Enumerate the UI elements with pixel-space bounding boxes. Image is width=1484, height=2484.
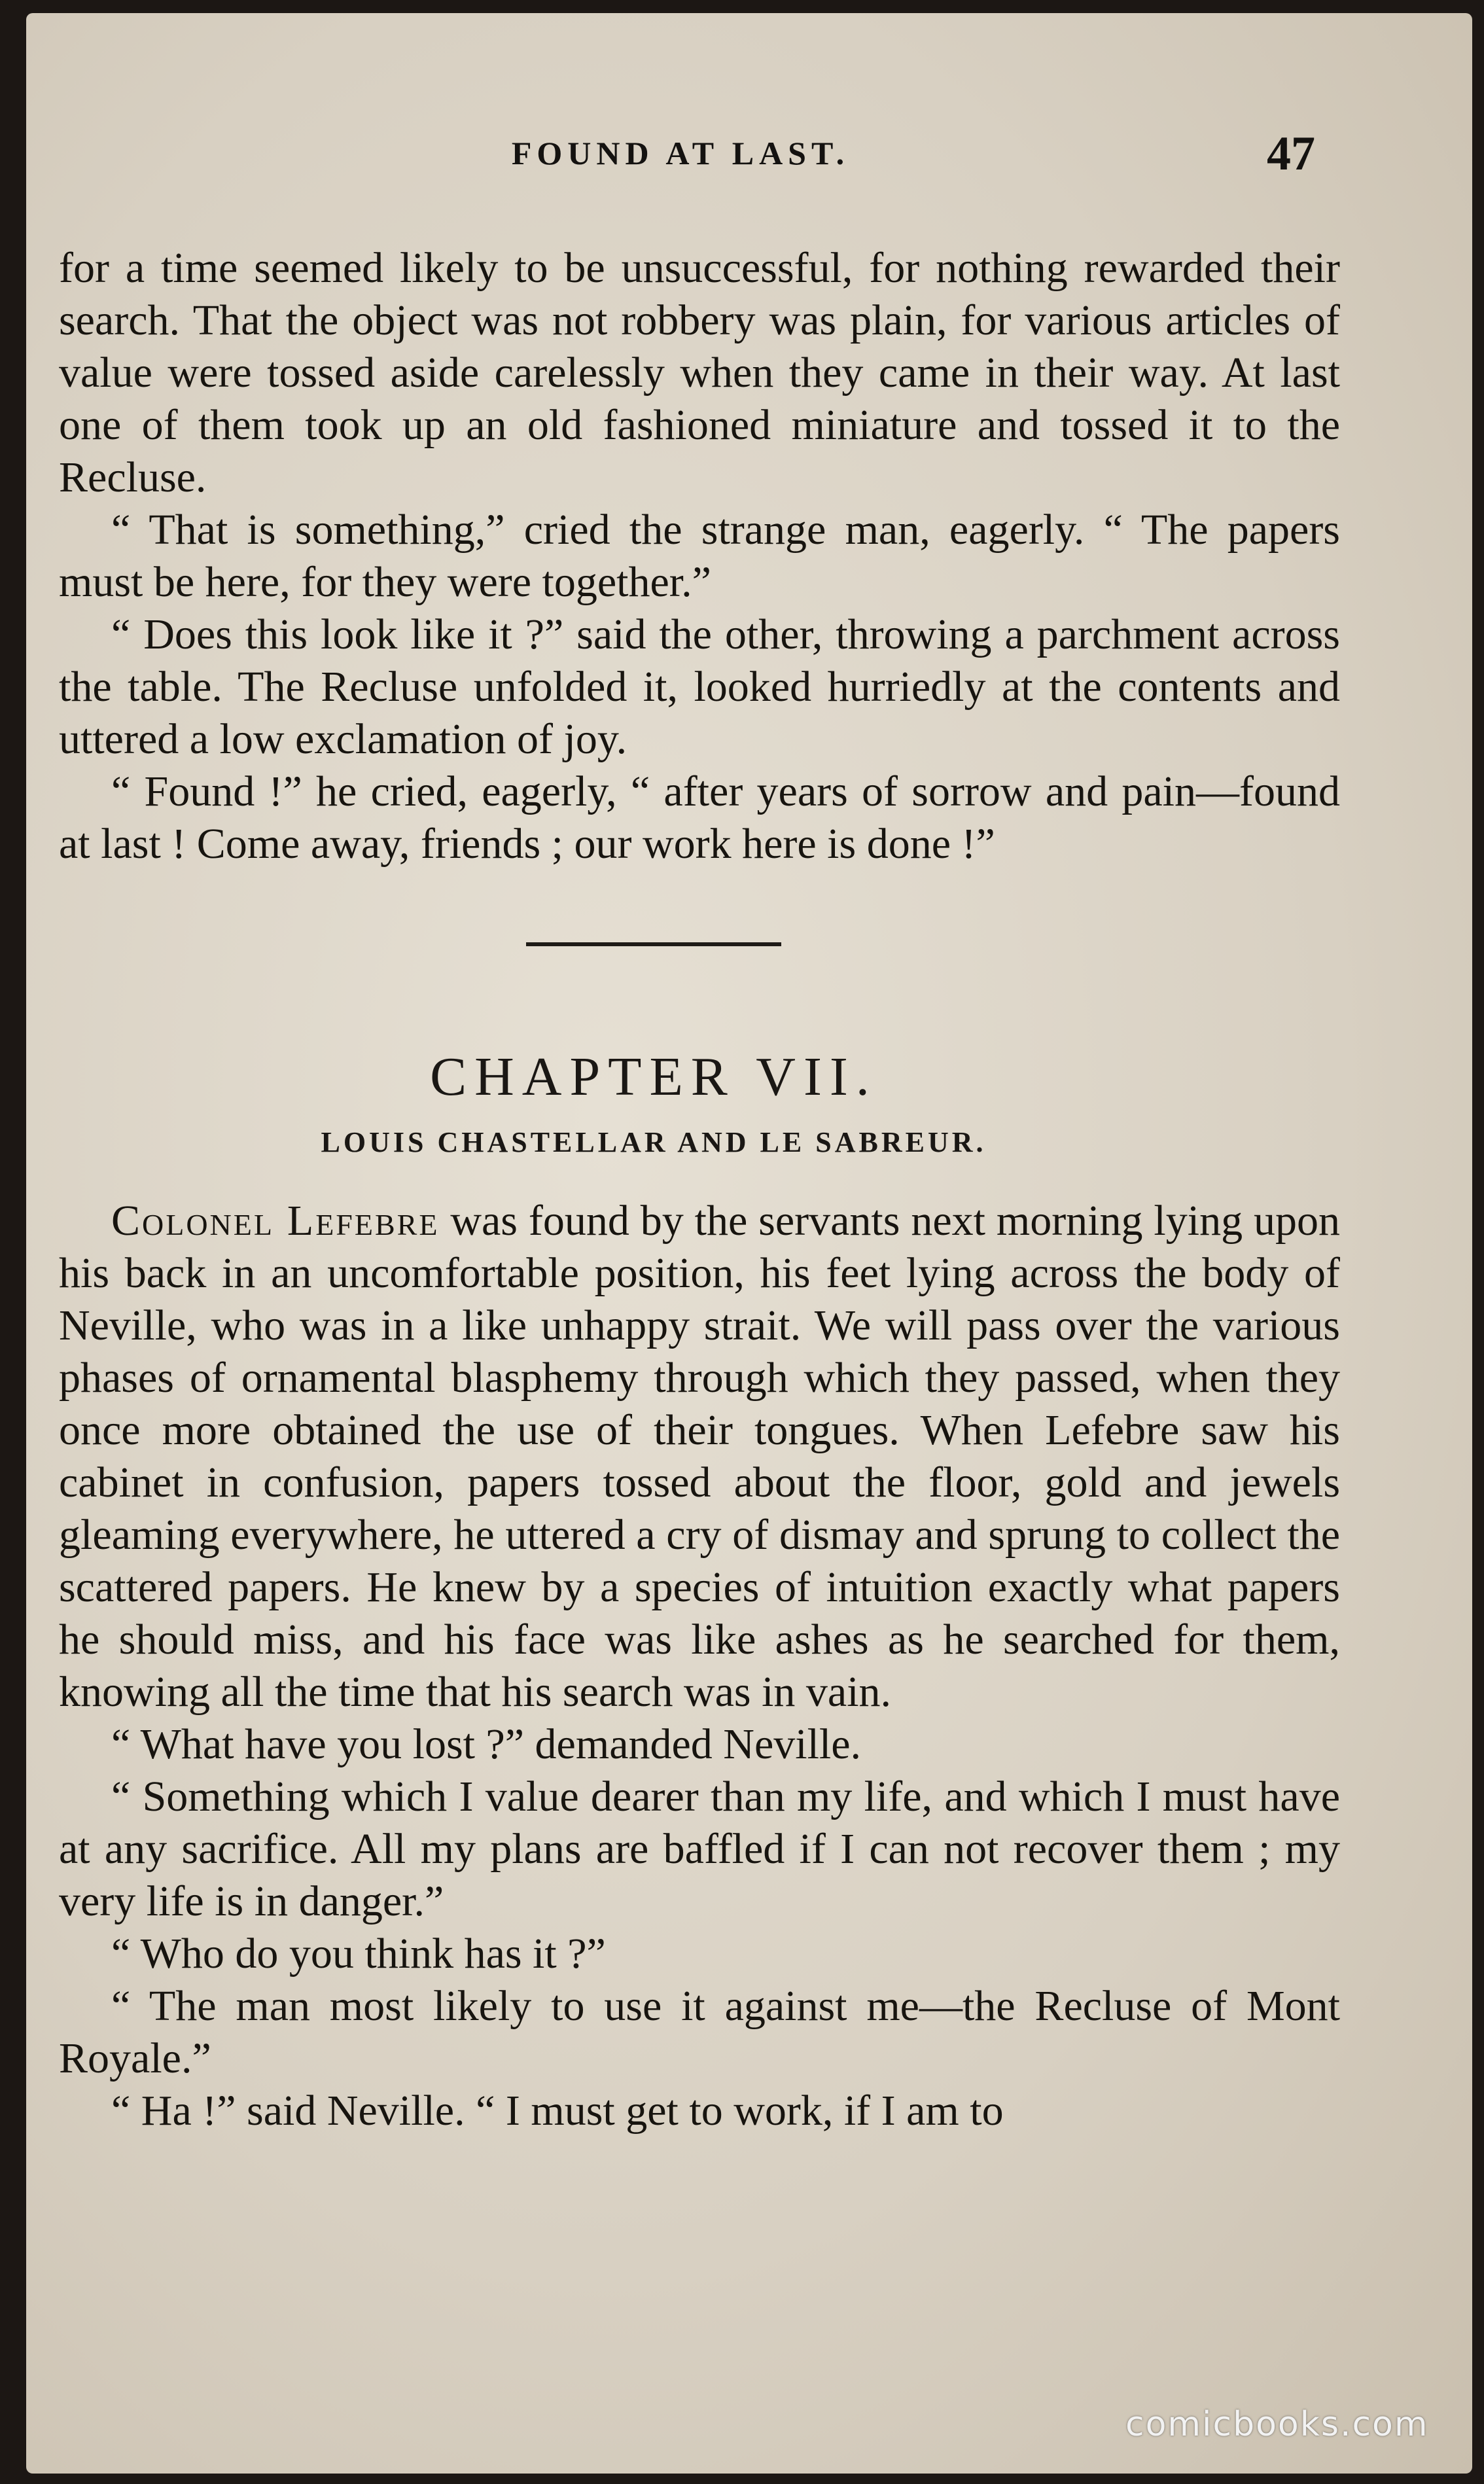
- page-header: [26, 127, 1472, 181]
- paragraph: “ Found !” he cried, eagerly, “ after years of sorrow and pain—found at last ! Come away, friends ; our work here is done !”: [59, 768, 1340, 868]
- book-page: [26, 13, 1472, 2474]
- page-number: 47: [1267, 127, 1315, 181]
- paragraph: “ Who do you think has it ?”: [111, 1930, 606, 1978]
- paragraph: “ What have you lost ?” demanded Neville.: [111, 1720, 862, 1768]
- paragraph: “ Ha !” said Neville. “ I must get to work, if I am to: [111, 2087, 1004, 2135]
- running-head: FOUND AT LAST.: [511, 135, 850, 171]
- chapter-title: CHAPTER VII.: [430, 1046, 877, 1107]
- paragraph: for a time seemed likely to be unsuccessful, for nothing rewarded their search. That the object was not robbery was plain, for various articles of value were tossed aside carelessly when they came in their way. At last one of them took up an old fashioned miniature and tossed it to the Recluse.: [59, 244, 1340, 501]
- section-divider: [526, 942, 781, 946]
- paragraph: “ The man most likely to use it against me—the Recluse of Mont Royale.”: [59, 1982, 1340, 2082]
- paragraph-opening: [59, 1195, 1340, 1718]
- page-body: [59, 242, 1340, 2137]
- paragraph: “ Does this look like it ?” said the other, throwing a parchment across the table. The Recluse unfolded it, looked hurriedly at the contents and uttered a low exclamation of joy.: [59, 611, 1340, 763]
- watermark: comicbooks.com: [1125, 2405, 1429, 2444]
- paragraph: “ That is something,” cried the strange man, eagerly. “ The papers must be here, for they were together.”: [59, 506, 1340, 606]
- chapter-subtitle: LOUIS CHASTELLAR AND LE SABREUR.: [321, 1126, 987, 1158]
- opening-smallcaps: Colonel Lefebre: [111, 1197, 440, 1245]
- paragraph-text: was found by the servants next morning lying upon his back in an uncomfortable position, his feet lying across the body of Neville, who was in a like unhappy strait. We will pass over the various phases of ornamental blasphemy through which they passed, when they once more obtained the use of their tongues. When Lefebre saw his cabinet in confusion, papers tossed about the floor, gold and jewels gleaming everywhere, he uttered a cry of dismay and sprung to collect the scattered papers. He knew by a species of intuition exactly what papers he should miss, and his face was like ashes as he searched for them, knowing all the time that his search was in vain.: [59, 1197, 1340, 1716]
- paragraph: “ Something which I value dearer than my life, and which I must have at any sacrifice. All my plans are baffled if I can not recover them ; my very life is in danger.”: [59, 1773, 1340, 1925]
